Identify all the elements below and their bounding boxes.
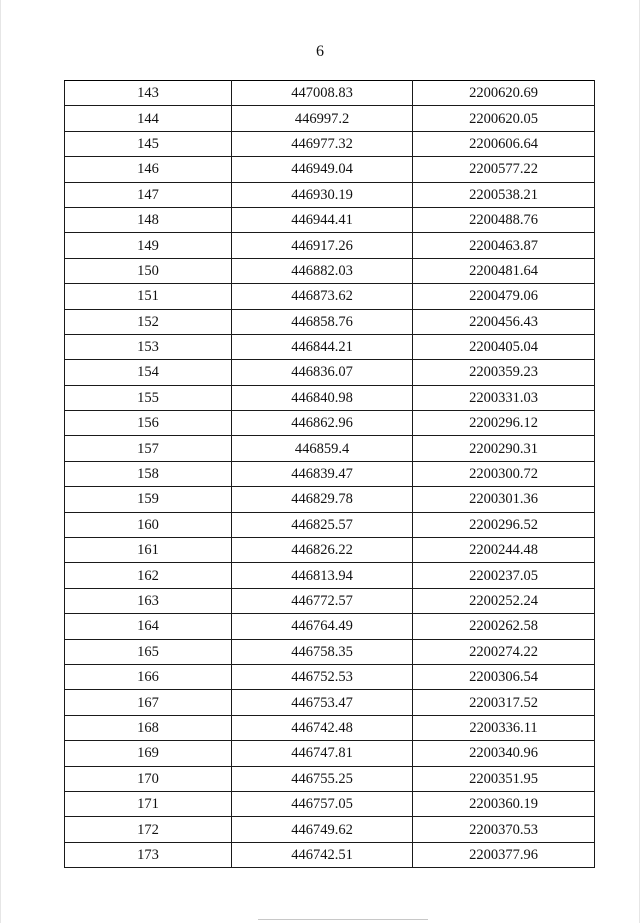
y-coordinate-cell: 2200481.64 bbox=[413, 258, 595, 283]
y-coordinate-cell: 2200336.11 bbox=[413, 715, 595, 740]
point-number-cell: 150 bbox=[65, 258, 232, 283]
x-coordinate-cell: 446997.2 bbox=[232, 106, 413, 131]
table-row bbox=[65, 461, 595, 486]
point-number-cell: 149 bbox=[65, 233, 232, 258]
y-coordinate-cell: 2200606.64 bbox=[413, 131, 595, 156]
x-coordinate-cell: 446844.21 bbox=[232, 334, 413, 359]
y-coordinate-cell: 2200370.53 bbox=[413, 817, 595, 842]
point-number-cell: 151 bbox=[65, 284, 232, 309]
table-row bbox=[65, 436, 595, 461]
x-coordinate-cell: 446742.48 bbox=[232, 715, 413, 740]
point-number-cell: 154 bbox=[65, 360, 232, 385]
table-row bbox=[65, 512, 595, 537]
table-row bbox=[65, 284, 595, 309]
y-coordinate-cell: 2200456.43 bbox=[413, 309, 595, 334]
x-coordinate-cell: 446742.51 bbox=[232, 842, 413, 867]
y-coordinate-cell: 2200301.36 bbox=[413, 487, 595, 512]
x-coordinate-cell: 446944.41 bbox=[232, 207, 413, 232]
table-row bbox=[65, 639, 595, 664]
table-row bbox=[65, 106, 595, 131]
table-row bbox=[65, 664, 595, 689]
table-row bbox=[65, 131, 595, 156]
point-number-cell: 168 bbox=[65, 715, 232, 740]
point-number-cell: 145 bbox=[65, 131, 232, 156]
y-coordinate-cell: 2200463.87 bbox=[413, 233, 595, 258]
y-coordinate-cell: 2200405.04 bbox=[413, 334, 595, 359]
table-row bbox=[65, 487, 595, 512]
x-coordinate-cell: 446755.25 bbox=[232, 766, 413, 791]
point-number-cell: 169 bbox=[65, 741, 232, 766]
table-row bbox=[65, 741, 595, 766]
point-number-cell: 146 bbox=[65, 157, 232, 182]
y-coordinate-cell: 2200377.96 bbox=[413, 842, 595, 867]
y-coordinate-cell: 2200300.72 bbox=[413, 461, 595, 486]
y-coordinate-cell: 2200306.54 bbox=[413, 664, 595, 689]
point-number-cell: 156 bbox=[65, 411, 232, 436]
table-row bbox=[65, 411, 595, 436]
y-coordinate-cell: 2200351.95 bbox=[413, 766, 595, 791]
table-row bbox=[65, 334, 595, 359]
table-row bbox=[65, 207, 595, 232]
x-coordinate-cell: 446859.4 bbox=[232, 436, 413, 461]
point-number-cell: 164 bbox=[65, 614, 232, 639]
y-coordinate-cell: 2200252.24 bbox=[413, 588, 595, 613]
table-row bbox=[65, 791, 595, 816]
point-number-cell: 158 bbox=[65, 461, 232, 486]
table-row bbox=[65, 157, 595, 182]
x-coordinate-cell: 446949.04 bbox=[232, 157, 413, 182]
point-number-cell: 143 bbox=[65, 81, 232, 106]
point-number-cell: 170 bbox=[65, 766, 232, 791]
page-left-edge bbox=[0, 0, 1, 923]
point-number-cell: 162 bbox=[65, 563, 232, 588]
x-coordinate-cell: 446826.22 bbox=[232, 538, 413, 563]
y-coordinate-cell: 2200340.96 bbox=[413, 741, 595, 766]
table-row bbox=[65, 385, 595, 410]
table-row bbox=[65, 715, 595, 740]
x-coordinate-cell: 446862.96 bbox=[232, 411, 413, 436]
scan-bottom-mark bbox=[258, 919, 428, 920]
table-row bbox=[65, 81, 595, 106]
y-coordinate-cell: 2200274.22 bbox=[413, 639, 595, 664]
point-number-cell: 148 bbox=[65, 207, 232, 232]
table-row bbox=[65, 233, 595, 258]
x-coordinate-cell: 446836.07 bbox=[232, 360, 413, 385]
table-row bbox=[65, 360, 595, 385]
x-coordinate-cell: 446772.57 bbox=[232, 588, 413, 613]
table-row bbox=[65, 563, 595, 588]
x-coordinate-cell: 446840.98 bbox=[232, 385, 413, 410]
table-row bbox=[65, 588, 595, 613]
point-number-cell: 160 bbox=[65, 512, 232, 537]
point-number-cell: 147 bbox=[65, 182, 232, 207]
y-coordinate-cell: 2200538.21 bbox=[413, 182, 595, 207]
x-coordinate-cell: 446749.62 bbox=[232, 817, 413, 842]
x-coordinate-cell: 446839.47 bbox=[232, 461, 413, 486]
y-coordinate-cell: 2200262.58 bbox=[413, 614, 595, 639]
point-number-cell: 153 bbox=[65, 334, 232, 359]
point-number-cell: 159 bbox=[65, 487, 232, 512]
y-coordinate-cell: 2200237.05 bbox=[413, 563, 595, 588]
x-coordinate-cell: 446858.76 bbox=[232, 309, 413, 334]
table-row bbox=[65, 766, 595, 791]
point-number-cell: 173 bbox=[65, 842, 232, 867]
x-coordinate-cell: 446752.53 bbox=[232, 664, 413, 689]
table-row bbox=[65, 182, 595, 207]
x-coordinate-cell: 446813.94 bbox=[232, 563, 413, 588]
x-coordinate-cell: 446917.26 bbox=[232, 233, 413, 258]
x-coordinate-cell: 446747.81 bbox=[232, 741, 413, 766]
y-coordinate-cell: 2200620.69 bbox=[413, 81, 595, 106]
x-coordinate-cell: 446758.35 bbox=[232, 639, 413, 664]
y-coordinate-cell: 2200479.06 bbox=[413, 284, 595, 309]
table-row bbox=[65, 614, 595, 639]
x-coordinate-cell: 446757.05 bbox=[232, 791, 413, 816]
coordinate-table-body bbox=[65, 81, 595, 868]
x-coordinate-cell: 447008.83 bbox=[232, 81, 413, 106]
table-row bbox=[65, 258, 595, 283]
point-number-cell: 155 bbox=[65, 385, 232, 410]
point-number-cell: 161 bbox=[65, 538, 232, 563]
point-number-cell: 163 bbox=[65, 588, 232, 613]
y-coordinate-cell: 2200360.19 bbox=[413, 791, 595, 816]
y-coordinate-cell: 2200317.52 bbox=[413, 690, 595, 715]
table-row bbox=[65, 690, 595, 715]
point-number-cell: 167 bbox=[65, 690, 232, 715]
y-coordinate-cell: 2200488.76 bbox=[413, 207, 595, 232]
y-coordinate-cell: 2200290.31 bbox=[413, 436, 595, 461]
y-coordinate-cell: 2200620.05 bbox=[413, 106, 595, 131]
y-coordinate-cell: 2200244.48 bbox=[413, 538, 595, 563]
x-coordinate-cell: 446753.47 bbox=[232, 690, 413, 715]
x-coordinate-cell: 446873.62 bbox=[232, 284, 413, 309]
y-coordinate-cell: 2200296.52 bbox=[413, 512, 595, 537]
point-number-cell: 157 bbox=[65, 436, 232, 461]
y-coordinate-cell: 2200577.22 bbox=[413, 157, 595, 182]
point-number-cell: 152 bbox=[65, 309, 232, 334]
table-row bbox=[65, 842, 595, 867]
x-coordinate-cell: 446764.49 bbox=[232, 614, 413, 639]
table-row bbox=[65, 538, 595, 563]
point-number-cell: 165 bbox=[65, 639, 232, 664]
y-coordinate-cell: 2200331.03 bbox=[413, 385, 595, 410]
x-coordinate-cell: 446825.57 bbox=[232, 512, 413, 537]
x-coordinate-cell: 446829.78 bbox=[232, 487, 413, 512]
x-coordinate-cell: 446930.19 bbox=[232, 182, 413, 207]
y-coordinate-cell: 2200296.12 bbox=[413, 411, 595, 436]
point-number-cell: 172 bbox=[65, 817, 232, 842]
page-number: 6 bbox=[316, 43, 324, 60]
coordinate-table bbox=[64, 80, 595, 868]
table-row bbox=[65, 817, 595, 842]
point-number-cell: 171 bbox=[65, 791, 232, 816]
table-row bbox=[65, 309, 595, 334]
x-coordinate-cell: 446882.03 bbox=[232, 258, 413, 283]
point-number-cell: 166 bbox=[65, 664, 232, 689]
y-coordinate-cell: 2200359.23 bbox=[413, 360, 595, 385]
x-coordinate-cell: 446977.32 bbox=[232, 131, 413, 156]
point-number-cell: 144 bbox=[65, 106, 232, 131]
